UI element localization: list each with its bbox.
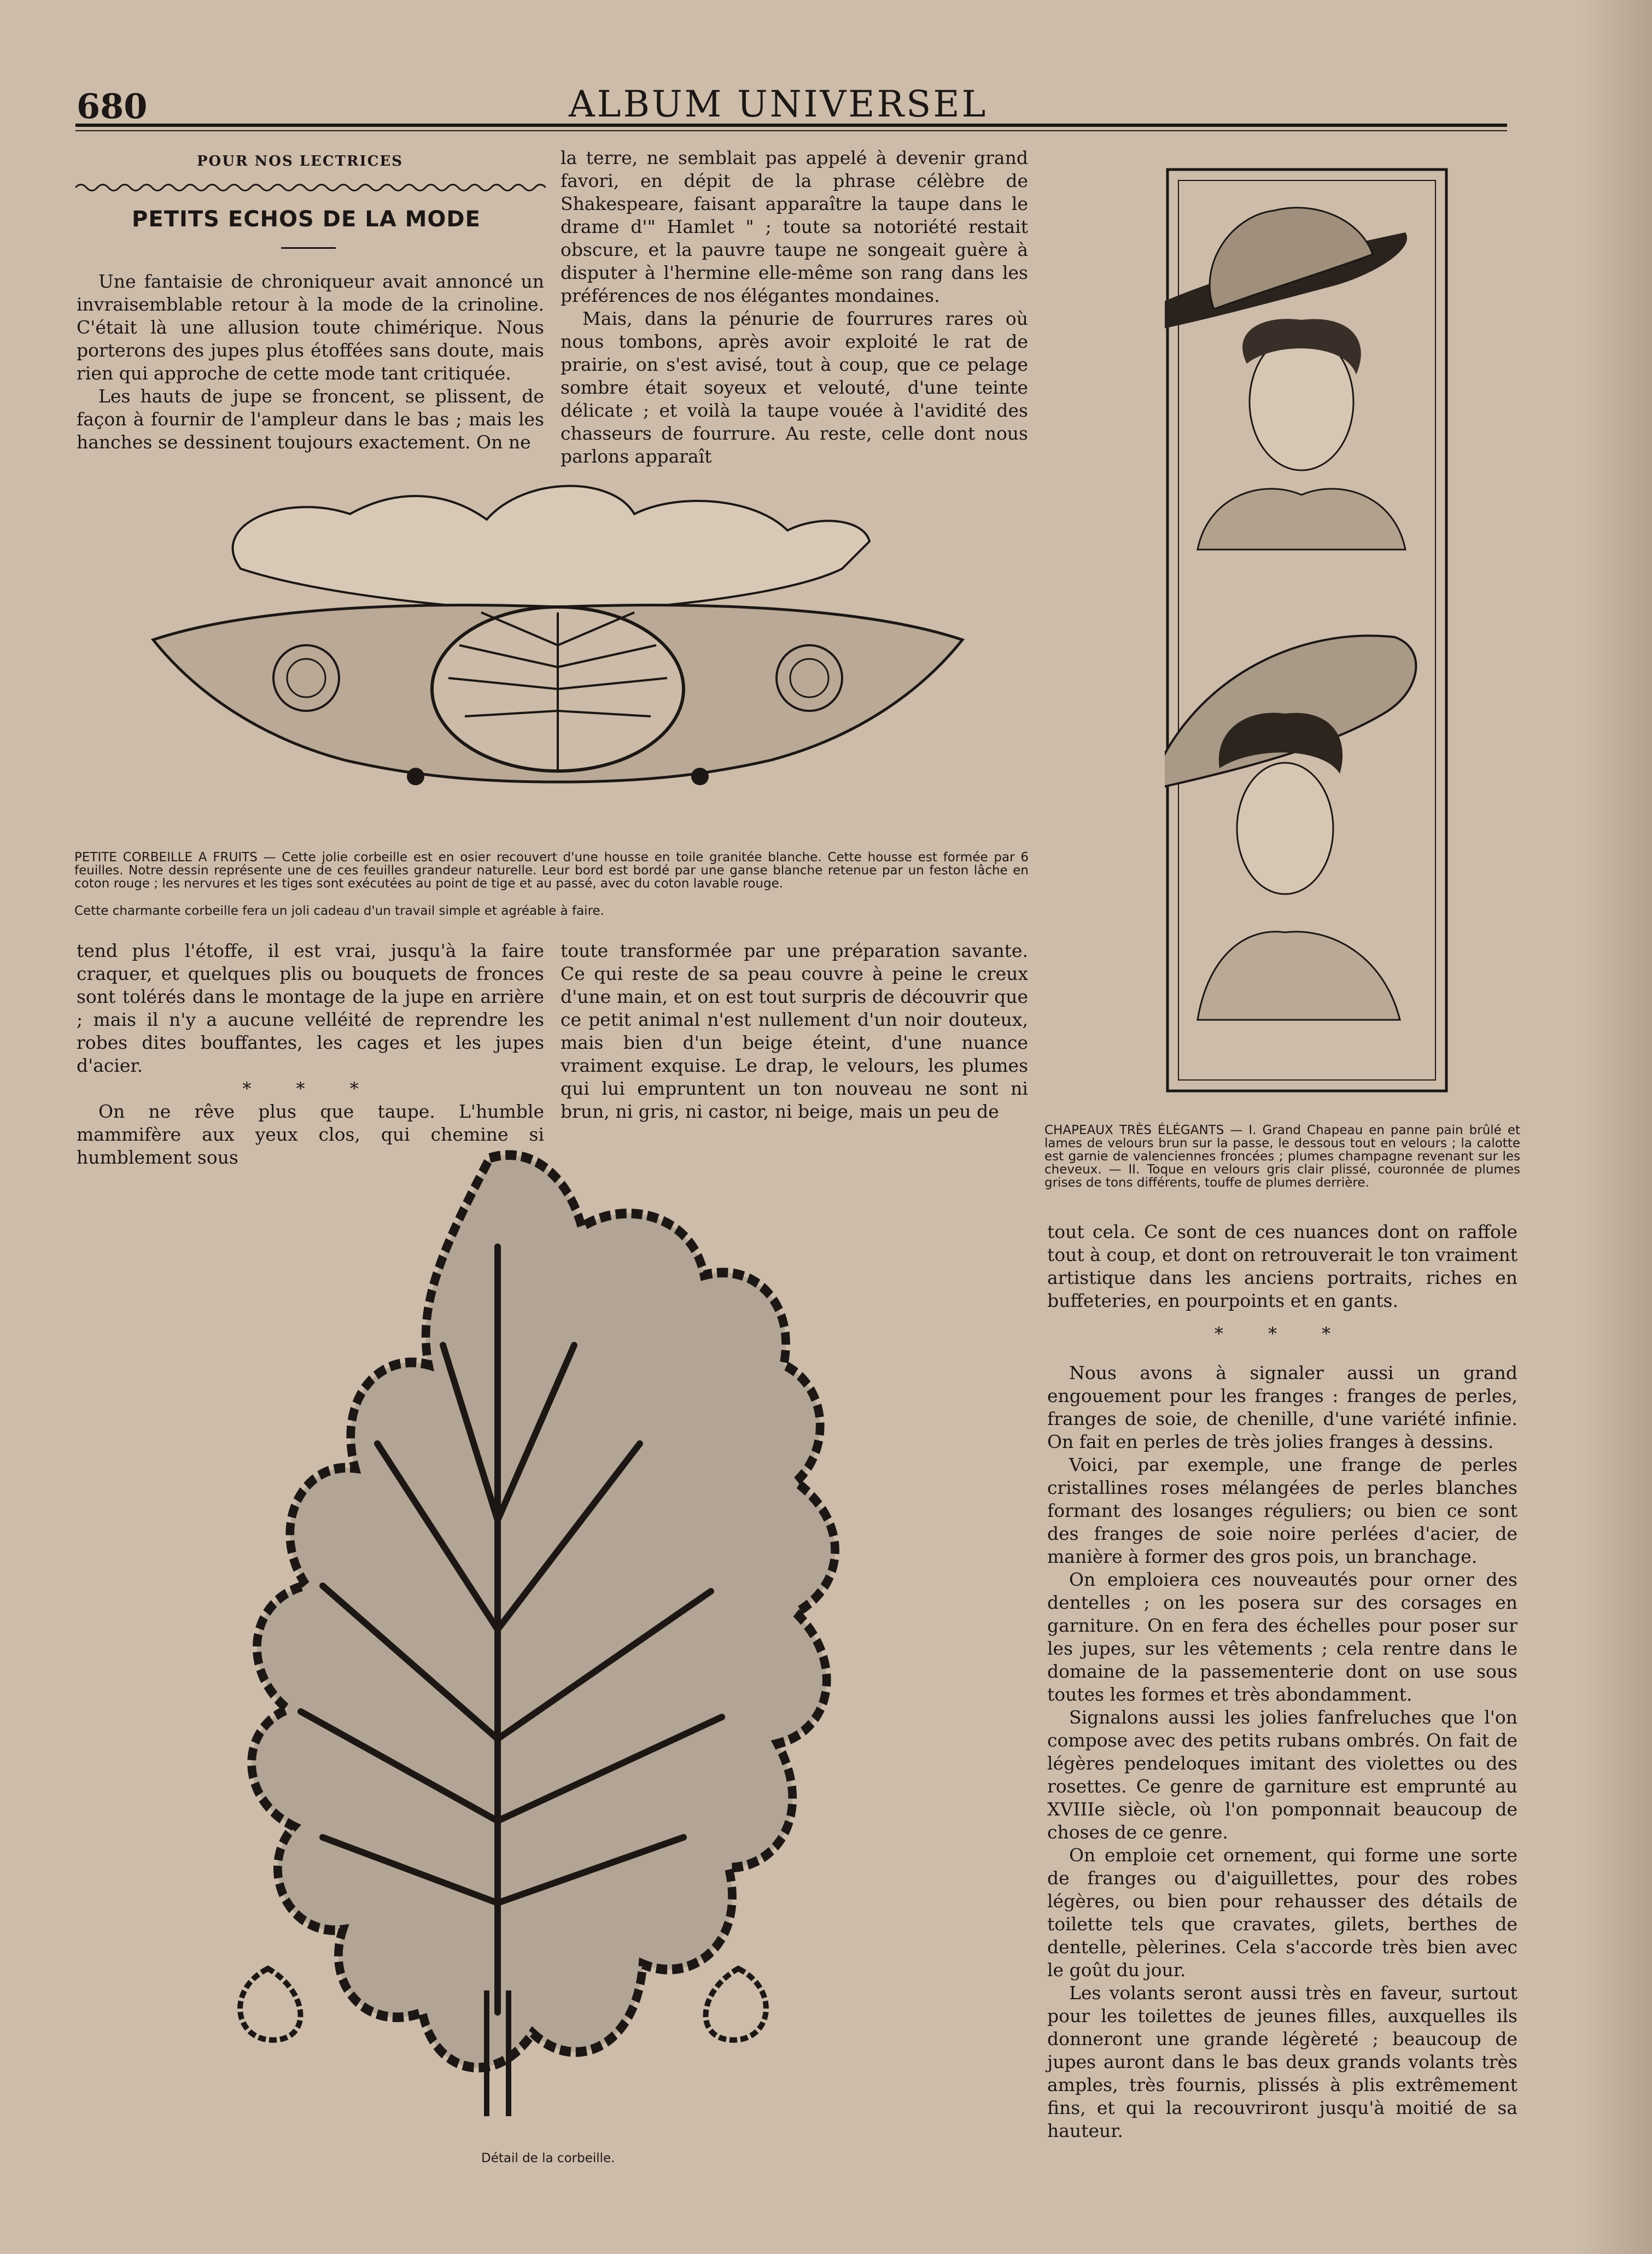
paragraph: Une fantaisie de chroniqueur avait annoncé un invraisemblable retour à la mode de la crinoline. C'était là une allusion toute chimérique. Nous porterons des jupes plus étoffées sans doute, mais rien qui approche de cette mode tant critiquée. [77,271,544,384]
paragraph: On emploiera ces nouveautés pour orner des dentelles ; on les posera sur des corsages en garniture. On en fera des échelles pour poser sur les jupes, sur les vêtements ; cela rentre dans le domaine de la passementerie dont on use sous toutes les formes et très abondamment. [1047,1569,1517,1705]
paragraph: Les hauts de jupe se froncent, se plissent, de façon à fournir de l'ampleur dans le bas ; mais les hanches se dessinent toujours exactement. On ne [77,386,544,453]
column-2-top [561,147,1028,468]
paragraph: tend plus l'étoffe, il est vrai, jusqu'à la faire craquer, et quelques plis ou bouquets de fronces sont tolérés dans le montage de la jupe en arrière ; mais il n'y a aucune velléité de reprendre les robes dites bouffantes, les cages et les jupes d'acier. [77,940,544,1076]
section-stars: * * * [1214,1323,1351,1344]
header-rule-thick [75,124,1507,127]
paragraph: Voici, par exemple, une frange de perles cristallines roses mélangées de perles blanches formant des losanges réguliers; ou bien ce sont des franges de soie noire perlées d'acier, de manière à former des gros pois, un branchage. [1047,1454,1517,1567]
column-1-middle [77,939,544,1169]
basket-caption-note: Cette charmante corbeille fera un joli cadeau d'un travail simple et agréable à faire. [74,904,604,918]
section-kicker: POUR NOS LECTRICES [197,153,403,170]
headline-rule [281,247,336,249]
hats-caption: CHAPEAUX TRÈS ÉLÉGANTS — I. Grand Chapeau en panne pain brûlé et lames de velours brun sur la passe, le dessous tout en velours ; la calotte est garnie de valenciennes froncées ; plumes champagne revenant sur les cheveux. — II. Toque en velours gris clair plissé, couronnée de plumes grises de tons différents, touffe de plumes derrière. [1044,1123,1520,1190]
header-rule-thin [75,130,1507,131]
leaf-caption: Détail de la corbeille. [481,2151,615,2165]
column-3 [1047,1221,1517,2142]
section-stars: * * * [242,1078,378,1099]
paragraph: On emploie cet ornement, qui forme une sorte de franges ou d'aiguillettes, pour des robes légères, ou bien pour rehausser des détails de toilette tels que cravates, gilets, berthes de dentelle, pèlerines. Cela s'accorde très bien avec le goût du jour. [1047,1844,1517,1981]
paragraph: Nous avons à signaler aussi un grand engouement pour les franges : franges de perles, franges de soie, de chenille, d'une variété infinie. On fait en perles de très jolies franges à dessins. [1047,1362,1517,1452]
page-number: 680 [77,86,148,126]
paragraph: la terre, ne semblait pas appelé à devenir grand favori, en dépit de la phrase célèbre de Shakespeare, faisant apparaître la taupe dans le drame d'" Hamlet " ; toute sa notoriété restait obscure, et la pauvre taupe ne songeait guère à disputer à l'hermine elle-même son rang dans les préférences de nos élégantes mondaines. [561,147,1028,306]
column-2-middle [561,939,1028,1123]
fruit-basket-illustration [142,481,973,798]
running-title: ALBUM UNIVERSEL [569,83,988,125]
hats-illustration [1165,167,1449,1094]
leaf-detail-illustration [159,1137,957,2133]
wavy-divider [75,180,546,195]
page-edge-shadow [1581,0,1652,2254]
column-1-top [77,270,544,454]
paragraph: On ne rêve plus que taupe. L'humble mammifère aux yeux clos, qui chemine si humblement sous [77,1101,544,1168]
paragraph: Signalons aussi les jolies fanfreluches que l'on compose avec des petits rubans ombrés. On fait de légères pendeloques imitant des violettes ou des rosettes. Ce genre de garniture est emprunté au XVIIIe siècle, où l'on pomponnait beaucoup de choses de ce genre. [1047,1707,1517,1843]
paragraph: toute transformée par une préparation savante. Ce qui reste de sa peau couvre à peine le creux d'une main, et on est tout surpris de découvrir que ce petit animal n'est nullement d'un noir douteux, mais bien d'un beige éteint, d'une nuance vraiment exquise. Le drap, le velours, les plumes qui lui empruntent un ton nouveau ne sont ni brun, ni gris, ni castor, ni beige, mais un peu de [561,940,1028,1122]
paragraph: tout cela. Ce sont de ces nuances dont on raffole tout à coup, et dont on retrouverait le ton vraiment artistique dans les anciens portraits, riches en buffeteries, en pourpoints et en gants. [1047,1221,1517,1311]
basket-caption: PETITE CORBEILLE A FRUITS — Cette jolie corbeille est en osier recouvert d'une housse en toile granitée blanche. Cette housse est formée par 6 feuilles. Notre dessin représente une de ces feuilles grandeur naturelle. Leur bord est bordé par une ganse blanche retenue par un feston lâche en coton rouge ; les nervures et les tiges sont exécutées au point de tige et au passé, avec du coton lavable rouge. [74,850,1029,891]
paragraph: Les volants seront aussi très en faveur, surtout pour les toilettes de jeunes filles, auxquelles ils donneront une grande légèreté ; beaucoup de jupes auront dans le bas deux grands volants très amples, très fournis, plissés à plis extrêmement fins, et qui la recouvriront jusqu'à moitié de sa hauteur. [1047,1982,1517,2141]
article-headline: PETITS ECHOS DE LA MODE [132,207,481,232]
paragraph: Mais, dans la pénurie de fourrures rares où nous tombons, après avoir exploité le rat de prairie, on s'est avisé, tout à coup, que ce pelage sombre était soyeux et velouté, d'une teinte délicate ; et voilà la taupe vouée à l'avidité des chasseurs de fourrure. Au reste, celle dont nous parlons apparaît [561,308,1028,467]
